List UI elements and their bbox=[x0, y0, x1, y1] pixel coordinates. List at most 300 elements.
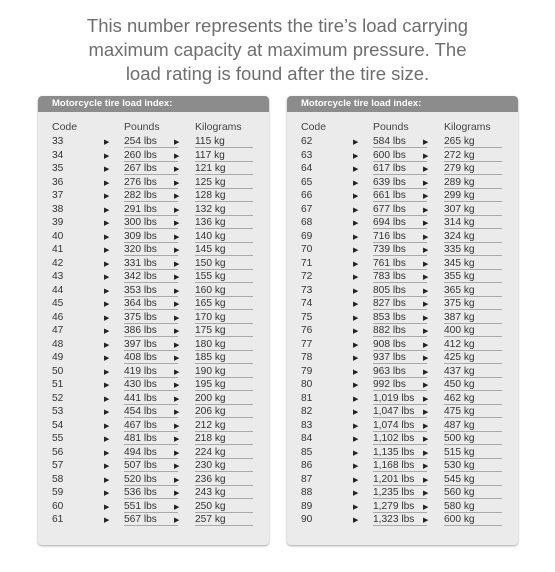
triangle-right-icon: ▶ bbox=[174, 382, 180, 389]
triangle-right-icon: ▶ bbox=[353, 206, 359, 214]
cell-pounds: 853 lbs bbox=[373, 311, 406, 323]
table-row bbox=[38, 392, 269, 406]
triangle-right-icon: ▶ bbox=[104, 490, 110, 497]
cell-code: 63 bbox=[301, 149, 313, 161]
triangle-right-icon: ▶ bbox=[423, 247, 429, 254]
table-row bbox=[38, 324, 269, 338]
triangle-right-icon: ▶ bbox=[353, 436, 359, 443]
cell-pounds: 827 lbs bbox=[373, 298, 406, 309]
cell-code: 60 bbox=[52, 500, 64, 512]
triangle-right-icon: ▶ bbox=[104, 301, 110, 308]
table-row bbox=[287, 203, 518, 217]
triangle-right-icon: ▶ bbox=[174, 206, 180, 214]
table-row bbox=[287, 405, 518, 419]
cell-pounds: 441 lbs bbox=[124, 392, 157, 404]
cell-code: 40 bbox=[52, 230, 64, 242]
cell-code: 78 bbox=[301, 352, 313, 363]
cell-code: 47 bbox=[52, 325, 64, 336]
cell-code: 50 bbox=[52, 365, 64, 377]
cell-pounds: 716 lbs bbox=[373, 230, 406, 242]
table-row bbox=[38, 405, 269, 419]
triangle-right-icon: ▶ bbox=[423, 409, 429, 416]
table-row bbox=[287, 392, 518, 406]
cell-kilograms: 314 kg bbox=[444, 217, 475, 228]
triangle-right-icon: ▶ bbox=[104, 422, 110, 430]
triangle-right-icon: ▶ bbox=[174, 260, 180, 268]
cell-kilograms: 355 kg bbox=[444, 271, 475, 282]
triangle-right-icon: ▶ bbox=[104, 274, 110, 281]
triangle-right-icon: ▶ bbox=[423, 503, 429, 511]
cell-pounds: 408 lbs bbox=[124, 352, 157, 363]
triangle-right-icon: ▶ bbox=[423, 368, 429, 376]
triangle-right-icon: ▶ bbox=[104, 220, 110, 227]
triangle-right-icon: ▶ bbox=[423, 449, 429, 457]
cell-pounds: 551 lbs bbox=[124, 500, 157, 512]
cell-kilograms: 437 kg bbox=[444, 365, 475, 377]
triangle-right-icon: ▶ bbox=[174, 301, 180, 308]
cell-pounds: 342 lbs bbox=[124, 271, 157, 282]
cell-kilograms: 335 kg bbox=[444, 244, 475, 255]
triangle-right-icon: ▶ bbox=[423, 287, 429, 295]
cell-code: 34 bbox=[52, 149, 64, 161]
cell-kilograms: 257 kg bbox=[195, 514, 226, 525]
triangle-right-icon: ▶ bbox=[174, 368, 180, 376]
cell-kilograms: 307 kg bbox=[444, 203, 475, 215]
cell-kilograms: 200 kg bbox=[195, 392, 226, 404]
table-row bbox=[287, 486, 518, 500]
table-row bbox=[287, 257, 518, 271]
triangle-right-icon: ▶ bbox=[423, 260, 429, 268]
header-kilograms: Kilograms bbox=[195, 121, 242, 133]
header-code: Code bbox=[52, 121, 78, 133]
triangle-right-icon: ▶ bbox=[104, 503, 110, 511]
cell-pounds: 1,201 lbs bbox=[373, 473, 415, 485]
cell-code: 54 bbox=[52, 419, 64, 431]
cell-code: 42 bbox=[52, 257, 64, 269]
cell-kilograms: 195 kg bbox=[195, 379, 226, 390]
triangle-right-icon: ▶ bbox=[353, 449, 359, 457]
cell-kilograms: 530 kg bbox=[444, 460, 475, 471]
triangle-right-icon: ▶ bbox=[353, 422, 359, 430]
header-kilograms: Kilograms bbox=[444, 121, 491, 133]
triangle-right-icon: ▶ bbox=[423, 355, 429, 362]
cell-code: 81 bbox=[301, 392, 313, 404]
triangle-right-icon: ▶ bbox=[353, 476, 359, 484]
table-row bbox=[38, 149, 269, 163]
cell-kilograms: 272 kg bbox=[444, 149, 475, 161]
cell-code: 59 bbox=[52, 487, 64, 498]
cell-underline bbox=[444, 525, 502, 526]
cell-kilograms: 212 kg bbox=[195, 419, 226, 431]
triangle-right-icon: ▶ bbox=[353, 355, 359, 362]
triangle-right-icon: ▶ bbox=[353, 328, 359, 335]
table-row bbox=[38, 284, 269, 298]
cell-pounds: 1,047 lbs bbox=[373, 406, 415, 417]
triangle-right-icon: ▶ bbox=[353, 368, 359, 376]
cell-kilograms: 412 kg bbox=[444, 338, 475, 350]
cell-kilograms: 160 kg bbox=[195, 284, 226, 296]
cell-code: 71 bbox=[301, 257, 313, 269]
triangle-right-icon: ▶ bbox=[174, 355, 180, 362]
triangle-right-icon: ▶ bbox=[104, 247, 110, 254]
cell-pounds: 267 lbs bbox=[124, 163, 157, 174]
cell-code: 80 bbox=[301, 379, 313, 390]
cell-code: 66 bbox=[301, 190, 313, 201]
cell-pounds: 1,168 lbs bbox=[373, 460, 415, 471]
cell-pounds: 520 lbs bbox=[124, 473, 157, 485]
table-row bbox=[38, 135, 269, 149]
cell-code: 61 bbox=[52, 514, 64, 525]
table-row bbox=[287, 243, 518, 257]
cell-kilograms: 365 kg bbox=[444, 284, 475, 296]
cell-code: 72 bbox=[301, 271, 313, 282]
cell-code: 85 bbox=[301, 446, 313, 458]
triangle-right-icon: ▶ bbox=[104, 287, 110, 295]
triangle-right-icon: ▶ bbox=[104, 314, 110, 322]
cell-kilograms: 299 kg bbox=[444, 190, 475, 201]
table-row bbox=[38, 311, 269, 325]
cell-pounds: 1,135 lbs bbox=[373, 446, 415, 458]
cell-pounds: 567 lbs bbox=[124, 514, 157, 525]
cell-pounds: 260 lbs bbox=[124, 149, 157, 161]
cell-kilograms: 387 kg bbox=[444, 311, 475, 323]
cell-pounds: 300 lbs bbox=[124, 217, 157, 228]
cell-kilograms: 375 kg bbox=[444, 298, 475, 309]
header-pounds: Pounds bbox=[124, 121, 160, 133]
cell-pounds: 1,279 lbs bbox=[373, 500, 415, 512]
cell-code: 76 bbox=[301, 325, 313, 336]
table-row bbox=[287, 432, 518, 446]
cell-pounds: 507 lbs bbox=[124, 460, 157, 471]
cell-pounds: 783 lbs bbox=[373, 271, 406, 282]
table-row bbox=[287, 500, 518, 514]
cell-code: 37 bbox=[52, 190, 64, 201]
column-headers bbox=[38, 121, 269, 135]
cell-kilograms: 487 kg bbox=[444, 419, 475, 431]
table-row bbox=[38, 297, 269, 311]
triangle-right-icon: ▶ bbox=[174, 274, 180, 281]
cell-kilograms: 475 kg bbox=[444, 406, 475, 417]
table-row bbox=[38, 216, 269, 230]
triangle-right-icon: ▶ bbox=[353, 260, 359, 268]
triangle-right-icon: ▶ bbox=[174, 220, 180, 227]
triangle-right-icon: ▶ bbox=[423, 436, 429, 443]
cell-code: 87 bbox=[301, 473, 313, 485]
intro-line-1: This number represents the tire’s load carrying bbox=[86, 15, 469, 36]
cell-pounds: 467 lbs bbox=[124, 419, 157, 431]
table-row bbox=[38, 257, 269, 271]
table-row bbox=[287, 351, 518, 365]
triangle-right-icon: ▶ bbox=[104, 517, 110, 524]
triangle-right-icon: ▶ bbox=[423, 179, 429, 187]
cell-code: 62 bbox=[301, 136, 313, 147]
triangle-right-icon: ▶ bbox=[174, 193, 180, 200]
triangle-right-icon: ▶ bbox=[104, 206, 110, 214]
triangle-right-icon: ▶ bbox=[353, 409, 359, 416]
triangle-right-icon: ▶ bbox=[104, 409, 110, 416]
cell-kilograms: 400 kg bbox=[444, 325, 475, 336]
cell-code: 90 bbox=[301, 514, 313, 525]
table-row bbox=[287, 473, 518, 487]
triangle-right-icon: ▶ bbox=[174, 247, 180, 254]
table-title: Motorcycle tire load index: bbox=[287, 96, 518, 112]
table-row bbox=[38, 230, 269, 244]
triangle-right-icon: ▶ bbox=[353, 274, 359, 281]
cell-kilograms: 132 kg bbox=[195, 203, 226, 215]
triangle-right-icon: ▶ bbox=[423, 314, 429, 322]
cell-pounds: 937 lbs bbox=[373, 352, 406, 363]
triangle-right-icon: ▶ bbox=[423, 476, 429, 484]
cell-kilograms: 150 kg bbox=[195, 257, 226, 269]
triangle-right-icon: ▶ bbox=[353, 341, 359, 349]
cell-code: 35 bbox=[52, 163, 64, 174]
table-row bbox=[38, 203, 269, 217]
table-row bbox=[287, 459, 518, 473]
triangle-right-icon: ▶ bbox=[104, 476, 110, 484]
triangle-right-icon: ▶ bbox=[104, 436, 110, 443]
triangle-right-icon: ▶ bbox=[353, 490, 359, 497]
table-row bbox=[38, 500, 269, 514]
cell-kilograms: 324 kg bbox=[444, 230, 475, 242]
cell-kilograms: 190 kg bbox=[195, 365, 226, 377]
table-row bbox=[287, 149, 518, 163]
cell-kilograms: 224 kg bbox=[195, 446, 226, 458]
triangle-right-icon: ▶ bbox=[423, 301, 429, 308]
cell-pounds: 677 lbs bbox=[373, 203, 406, 215]
cell-kilograms: 136 kg bbox=[195, 217, 226, 228]
triangle-right-icon: ▶ bbox=[174, 152, 180, 160]
table-row bbox=[38, 189, 269, 203]
column-headers bbox=[287, 121, 518, 135]
cell-pounds: 375 lbs bbox=[124, 311, 157, 323]
cell-pounds: 992 lbs bbox=[373, 379, 406, 390]
triangle-right-icon: ▶ bbox=[174, 314, 180, 322]
table-row bbox=[38, 473, 269, 487]
triangle-right-icon: ▶ bbox=[174, 490, 180, 497]
triangle-right-icon: ▶ bbox=[174, 395, 180, 403]
cell-pounds: 282 lbs bbox=[124, 190, 157, 201]
cell-code: 86 bbox=[301, 460, 313, 471]
cell-pounds: 397 lbs bbox=[124, 338, 157, 350]
table-row bbox=[287, 176, 518, 190]
triangle-right-icon: ▶ bbox=[423, 152, 429, 160]
table-row bbox=[38, 243, 269, 257]
triangle-right-icon: ▶ bbox=[174, 517, 180, 524]
table-row bbox=[287, 419, 518, 433]
triangle-right-icon: ▶ bbox=[104, 179, 110, 187]
cell-kilograms: 243 kg bbox=[195, 487, 226, 498]
cell-pounds: 1,102 lbs bbox=[373, 433, 415, 444]
triangle-right-icon: ▶ bbox=[104, 449, 110, 457]
cell-code: 67 bbox=[301, 203, 313, 215]
triangle-right-icon: ▶ bbox=[174, 409, 180, 416]
cell-code: 49 bbox=[52, 352, 64, 363]
triangle-right-icon: ▶ bbox=[174, 139, 180, 146]
triangle-right-icon: ▶ bbox=[174, 328, 180, 335]
triangle-right-icon: ▶ bbox=[423, 517, 429, 524]
cell-pounds: 1,074 lbs bbox=[373, 419, 415, 431]
triangle-right-icon: ▶ bbox=[104, 395, 110, 403]
cell-pounds: 908 lbs bbox=[373, 338, 406, 350]
cell-code: 64 bbox=[301, 163, 313, 174]
cell-pounds: 291 lbs bbox=[124, 203, 157, 215]
cell-kilograms: 279 kg bbox=[444, 163, 475, 174]
table-row bbox=[38, 365, 269, 379]
cell-pounds: 364 lbs bbox=[124, 298, 157, 309]
load-index-table-right bbox=[287, 96, 518, 545]
triangle-right-icon: ▶ bbox=[423, 139, 429, 146]
cell-underline bbox=[124, 525, 178, 526]
table-row bbox=[287, 216, 518, 230]
table-row bbox=[38, 162, 269, 176]
cell-pounds: 430 lbs bbox=[124, 379, 157, 390]
triangle-right-icon: ▶ bbox=[104, 193, 110, 200]
triangle-right-icon: ▶ bbox=[104, 368, 110, 376]
triangle-right-icon: ▶ bbox=[423, 220, 429, 227]
table-row bbox=[287, 284, 518, 298]
cell-code: 73 bbox=[301, 284, 313, 296]
cell-pounds: 276 lbs bbox=[124, 176, 157, 188]
cell-code: 36 bbox=[52, 176, 64, 188]
cell-pounds: 353 lbs bbox=[124, 284, 157, 296]
triangle-right-icon: ▶ bbox=[104, 166, 110, 173]
triangle-right-icon: ▶ bbox=[423, 395, 429, 403]
cell-code: 75 bbox=[301, 311, 313, 323]
cell-pounds: 963 lbs bbox=[373, 365, 406, 377]
header-code: Code bbox=[301, 121, 327, 133]
intro-line-3: load rating is found after the tire size. bbox=[125, 63, 430, 84]
triangle-right-icon: ▶ bbox=[423, 341, 429, 349]
table-rows bbox=[38, 135, 269, 527]
triangle-right-icon: ▶ bbox=[423, 422, 429, 430]
table-row bbox=[38, 486, 269, 500]
cell-kilograms: 175 kg bbox=[195, 325, 226, 336]
table-row bbox=[287, 162, 518, 176]
cell-pounds: 481 lbs bbox=[124, 433, 157, 444]
cell-kilograms: 289 kg bbox=[444, 176, 475, 188]
triangle-right-icon: ▶ bbox=[423, 206, 429, 214]
cell-kilograms: 462 kg bbox=[444, 392, 475, 404]
triangle-right-icon: ▶ bbox=[353, 287, 359, 295]
cell-kilograms: 140 kg bbox=[195, 230, 226, 242]
cell-code: 57 bbox=[52, 460, 64, 471]
cell-code: 84 bbox=[301, 433, 313, 444]
cell-pounds: 600 lbs bbox=[373, 149, 406, 161]
cell-pounds: 454 lbs bbox=[124, 406, 157, 417]
triangle-right-icon: ▶ bbox=[353, 220, 359, 227]
triangle-right-icon: ▶ bbox=[104, 463, 110, 470]
cell-code: 33 bbox=[52, 136, 64, 147]
cell-code: 58 bbox=[52, 473, 64, 485]
cell-code: 43 bbox=[52, 271, 64, 282]
triangle-right-icon: ▶ bbox=[104, 233, 110, 241]
triangle-right-icon: ▶ bbox=[353, 517, 359, 524]
table-row bbox=[38, 176, 269, 190]
cell-code: 53 bbox=[52, 406, 64, 417]
cell-kilograms: 425 kg bbox=[444, 352, 475, 363]
cell-kilograms: 165 kg bbox=[195, 298, 226, 309]
table-row bbox=[287, 270, 518, 284]
cell-kilograms: 115 kg bbox=[195, 136, 225, 147]
cell-kilograms: 170 kg bbox=[195, 311, 226, 323]
triangle-right-icon: ▶ bbox=[174, 422, 180, 430]
cell-code: 77 bbox=[301, 338, 313, 350]
table-row bbox=[38, 351, 269, 365]
triangle-right-icon: ▶ bbox=[353, 233, 359, 241]
triangle-right-icon: ▶ bbox=[104, 382, 110, 389]
cell-pounds: 1,235 lbs bbox=[373, 487, 415, 498]
cell-pounds: 494 lbs bbox=[124, 446, 157, 458]
table-row bbox=[287, 365, 518, 379]
triangle-right-icon: ▶ bbox=[353, 503, 359, 511]
cell-kilograms: 545 kg bbox=[444, 473, 475, 485]
triangle-right-icon: ▶ bbox=[104, 328, 110, 335]
cell-code: 39 bbox=[52, 217, 64, 228]
cell-pounds: 536 lbs bbox=[124, 487, 157, 498]
cell-code: 89 bbox=[301, 500, 313, 512]
cell-kilograms: 515 kg bbox=[444, 446, 475, 458]
cell-code: 46 bbox=[52, 311, 64, 323]
load-index-table-left bbox=[38, 96, 269, 545]
cell-pounds: 761 lbs bbox=[373, 257, 406, 269]
cell-kilograms: 128 kg bbox=[195, 190, 226, 201]
triangle-right-icon: ▶ bbox=[353, 314, 359, 322]
triangle-right-icon: ▶ bbox=[353, 152, 359, 160]
table-row bbox=[38, 338, 269, 352]
triangle-right-icon: ▶ bbox=[104, 341, 110, 349]
cell-pounds: 331 lbs bbox=[124, 257, 157, 269]
triangle-right-icon: ▶ bbox=[353, 247, 359, 254]
cell-code: 70 bbox=[301, 244, 313, 255]
header-pounds: Pounds bbox=[373, 121, 409, 133]
cell-code: 82 bbox=[301, 406, 313, 417]
intro-line-2: maximum capacity at maximum pressure. The bbox=[88, 39, 467, 60]
table-title: Motorcycle tire load index: bbox=[38, 96, 269, 112]
triangle-right-icon: ▶ bbox=[423, 193, 429, 200]
cell-code: 79 bbox=[301, 365, 313, 377]
cell-pounds: 584 lbs bbox=[373, 136, 406, 147]
cell-kilograms: 500 kg bbox=[444, 433, 475, 444]
triangle-right-icon: ▶ bbox=[104, 260, 110, 268]
table-row bbox=[287, 311, 518, 325]
triangle-right-icon: ▶ bbox=[423, 328, 429, 335]
cell-kilograms: 345 kg bbox=[444, 257, 475, 269]
table-row bbox=[287, 135, 518, 149]
triangle-right-icon: ▶ bbox=[104, 152, 110, 160]
cell-underline bbox=[195, 525, 253, 526]
cell-kilograms: 230 kg bbox=[195, 460, 226, 471]
triangle-right-icon: ▶ bbox=[174, 476, 180, 484]
triangle-right-icon: ▶ bbox=[353, 166, 359, 173]
cell-pounds: 639 lbs bbox=[373, 176, 406, 188]
triangle-right-icon: ▶ bbox=[353, 463, 359, 470]
cell-kilograms: 236 kg bbox=[195, 473, 226, 485]
cell-code: 55 bbox=[52, 433, 64, 444]
cell-code: 48 bbox=[52, 338, 64, 350]
triangle-right-icon: ▶ bbox=[174, 449, 180, 457]
triangle-right-icon: ▶ bbox=[423, 463, 429, 470]
cell-code: 51 bbox=[52, 379, 64, 390]
table-row bbox=[287, 297, 518, 311]
cell-code: 41 bbox=[52, 244, 64, 255]
cell-kilograms: 580 kg bbox=[444, 500, 475, 512]
table-row bbox=[287, 189, 518, 203]
cell-code: 44 bbox=[52, 284, 64, 296]
table-row bbox=[287, 446, 518, 460]
table-rows bbox=[287, 135, 518, 527]
cell-pounds: 694 lbs bbox=[373, 217, 406, 228]
triangle-right-icon: ▶ bbox=[174, 503, 180, 511]
